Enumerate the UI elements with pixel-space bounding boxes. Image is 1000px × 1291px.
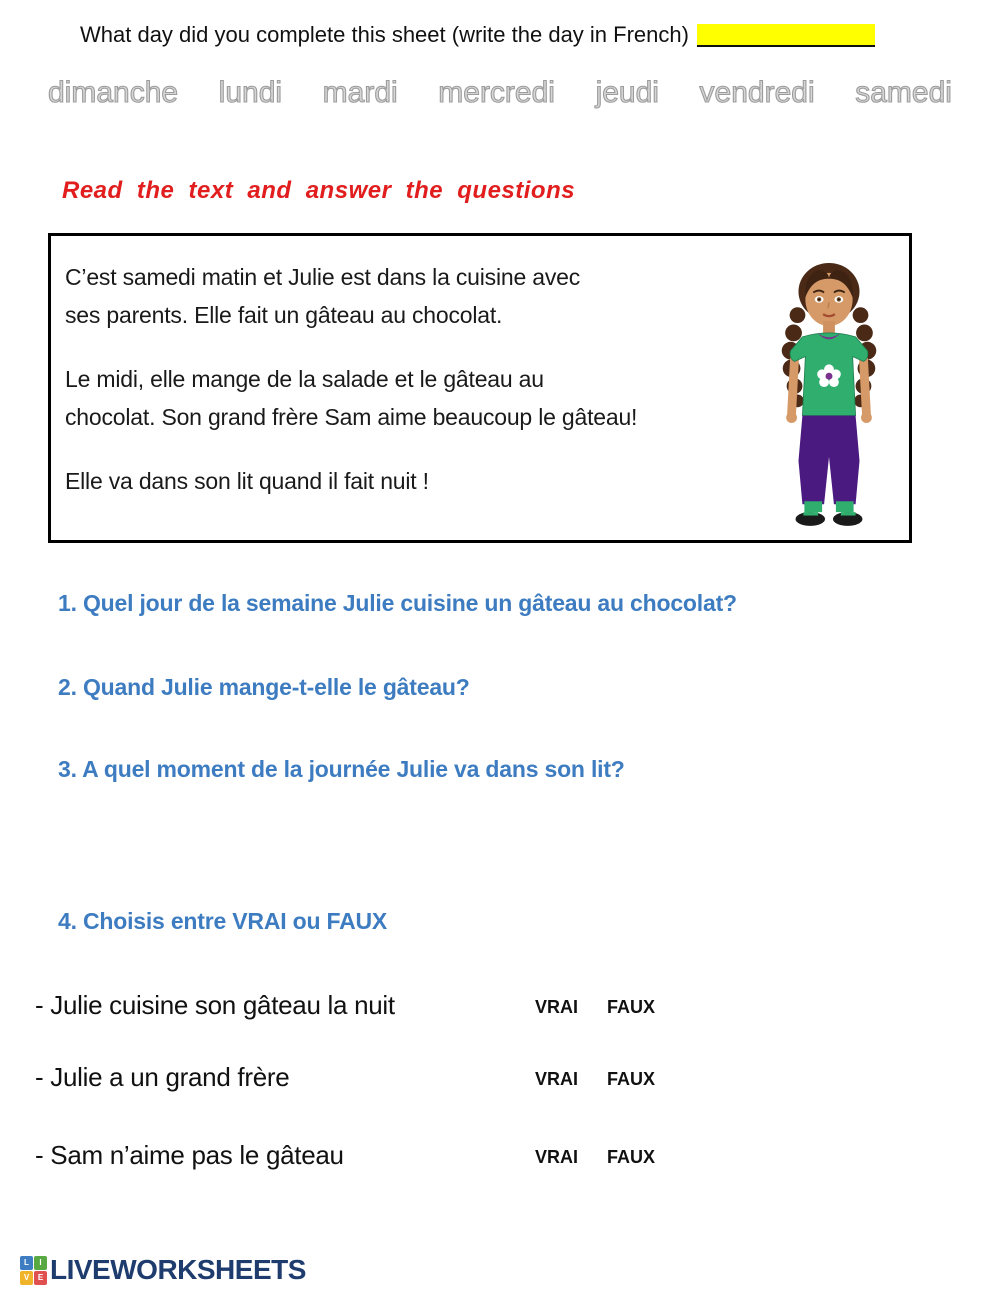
instruction-heading: Read the text and answer the questions <box>62 177 576 204</box>
tf-statement-3: - Sam n’aime pas le gâteau <box>35 1140 344 1170</box>
question-4: 4. Choisis entre VRAI ou FAUX <box>58 908 388 934</box>
reading-line: C’est samedi matin et Julie est dans la cuisine avec <box>65 264 581 290</box>
vrai-option-2[interactable]: VRAI <box>535 1069 579 1089</box>
logo-tile-v: V <box>20 1271 33 1285</box>
vrai-option-1[interactable]: VRAI <box>535 997 579 1017</box>
reading-line: Elle va dans son lit quand il fait nuit ! <box>65 468 429 494</box>
logo-tile-l: L <box>20 1256 33 1270</box>
faux-option-3[interactable]: FAUX <box>607 1147 656 1167</box>
reading-line: Le midi, elle mange de la salade et le gâteau au <box>65 366 544 392</box>
tf-statement-2: - Julie a un grand frère <box>35 1062 290 1092</box>
reading-box <box>48 233 912 543</box>
day-answer-blank[interactable] <box>697 24 875 47</box>
day-word-bank <box>48 76 952 110</box>
logo-tile-i: I <box>34 1256 47 1270</box>
faux-option-1[interactable]: FAUX <box>607 997 656 1017</box>
reading-paragraph <box>65 360 665 436</box>
day-word-vendredi: vendredi <box>699 76 815 109</box>
sheet-day-question-label: What day did you complete this sheet (write the day in French) <box>80 22 689 47</box>
day-word-mercredi: mercredi <box>438 76 555 109</box>
tf-row-2 <box>35 1062 755 1096</box>
faux-option-2[interactable]: FAUX <box>607 1069 656 1089</box>
day-word-lundi: lundi <box>218 76 283 109</box>
tf-row-1 <box>35 990 755 1024</box>
girl-illustration <box>765 248 893 534</box>
question-3: 3. A quel moment de la journée Julie va dans son lit? <box>58 756 625 782</box>
reading-paragraph <box>65 462 665 500</box>
day-word-jeudi: jeudi <box>595 76 659 109</box>
reading-line: ses parents. Elle fait un gâteau au chocolat. <box>65 302 503 328</box>
reading-paragraph <box>65 258 665 334</box>
reading-line: chocolat. Son grand frère Sam aime beaucoup le gâteau! <box>65 404 638 430</box>
tf-row-3 <box>35 1140 755 1174</box>
vrai-option-3[interactable]: VRAI <box>535 1147 579 1167</box>
reading-text <box>65 258 665 500</box>
tf-statement-1: - Julie cuisine son gâteau la nuit <box>35 990 395 1020</box>
question-2: 2. Quand Julie mange-t-elle le gâteau? <box>58 674 470 700</box>
logo-tile-e: E <box>34 1271 47 1285</box>
sheet-day-question <box>80 22 875 48</box>
logo-text: LIVEWORKSHEETS <box>50 1254 306 1285</box>
day-word-samedi: samedi <box>855 76 952 109</box>
day-word-dimanche: dimanche <box>48 76 179 109</box>
question-1: 1. Quel jour de la semaine Julie cuisine un gâteau au chocolat? <box>58 590 737 616</box>
liveworksheets-logo-icon <box>20 1256 47 1285</box>
day-word-mardi: mardi <box>322 76 398 109</box>
liveworksheets-logo <box>20 1254 306 1286</box>
